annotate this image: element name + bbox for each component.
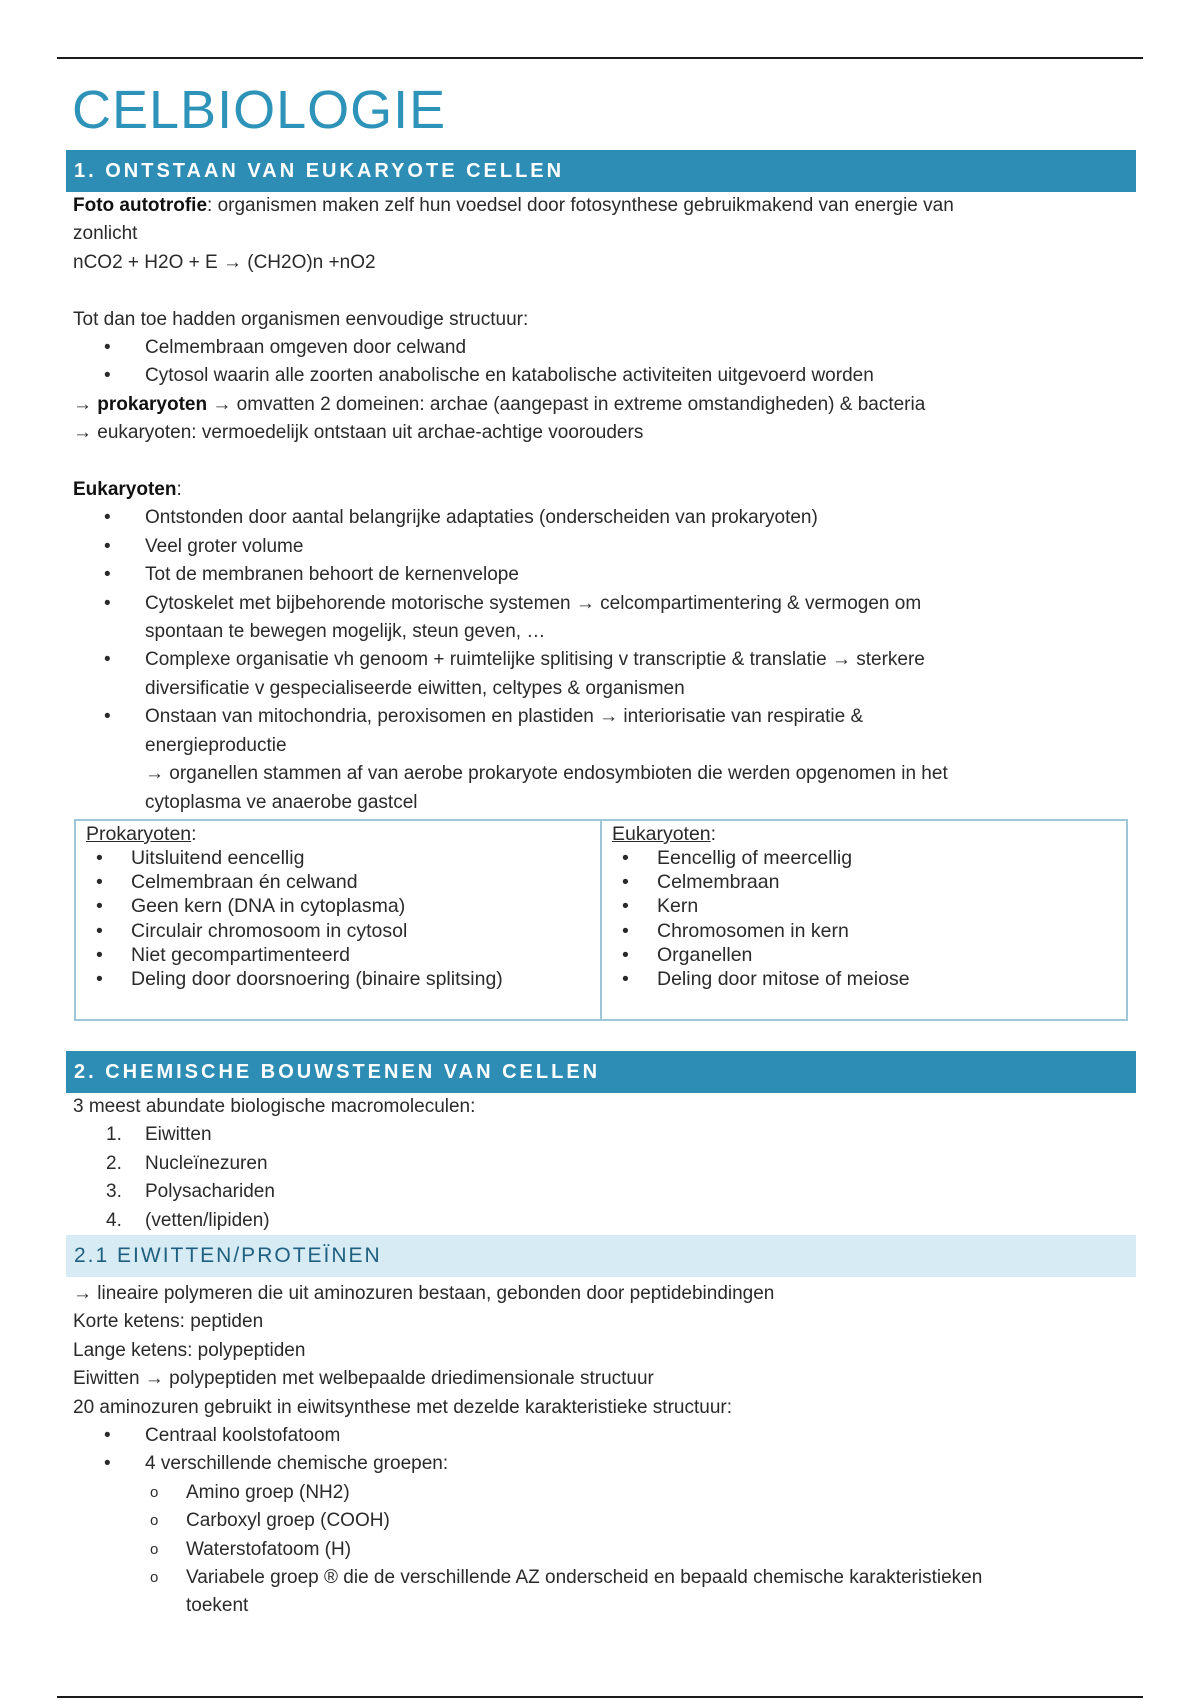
list-item: • Celmembraan omgeven door celwand (104, 337, 467, 359)
list-item-continuation: cytoplasma ve anaerobe gastcel (145, 791, 418, 813)
structure-intro: Tot dan toe hadden organismen eenvoudige structuur: (73, 308, 529, 330)
section-1-heading: 1. ONTSTAAN VAN EUKARYOTE CELLEN (66, 150, 1136, 192)
aminozuren-list (66, 1422, 1136, 1479)
table-row: • Geen kern (DNA in cytoplasma) (96, 895, 406, 918)
list-item: • Veel groter volume (104, 535, 304, 557)
list-item: • Centraal koolstofatoom (104, 1424, 341, 1446)
list-item: 2. Nucleïnezuren (106, 1152, 268, 1174)
prokaryoten-column: Prokaryoten: • Uitsluitend eencellig • Celmembraan én celwand • Geen kern (DNA in cytoplasma) • Circulair chromosoom in cytosol • Niet gecompartimenteerd • Deling door doorsnoering (binaire splitsing) (76, 821, 602, 1019)
section-2-1-heading: 2.1 EIWITTEN/PROTEÏNEN (66, 1235, 1136, 1277)
eukaryoten-line: → eukaryoten: vermoedelijk ontstaan uit archae-achtige voorouders (73, 422, 644, 444)
list-item: 1. Eiwitten (106, 1124, 212, 1146)
section-2-heading: 2. CHEMISCHE BOUWSTENEN VAN CELLEN (66, 1051, 1136, 1093)
table-row: • Kern (622, 895, 699, 918)
foto-autotrofie-term: Foto autotrofie (73, 195, 208, 216)
table-row: • Deling door doorsnoering (binaire splitsing) (96, 967, 503, 990)
list-item: o Waterstofatoom (H) (150, 1538, 352, 1560)
list-item-continuation: → organellen stammen af van aerobe prokaryote endosymbioten die werden opgenomen in het (145, 763, 948, 785)
text-line: Lange ketens: polypeptiden (73, 1339, 306, 1361)
macromolecules-list (66, 1121, 1136, 1235)
eukaryoten-heading: Eukaryoten: (73, 479, 182, 501)
table-row: • Uitsluitend eencellig (96, 846, 305, 869)
table-row: • Eencellig of meercellig (622, 846, 853, 869)
text-line: → lineaire polymeren die uit aminozuren bestaan, gebonden door peptidebindingen (73, 1282, 775, 1304)
document-page (66, 64, 1136, 1621)
eukaryoten-column: Eukaryoten: • Eencellig of meercellig • Celmembraan • Kern • Chromosomen in kern • Organellen • Deling door mitose of meiose (602, 821, 1126, 1019)
column-heading: Prokaryoten (86, 822, 192, 845)
prokaryoten-line: → prokaryoten → omvatten 2 domeinen: archae (aangepast in extreme omstandigheden) & bacteria (73, 393, 926, 415)
foto-autotrofie-definition: Foto autotrofie: organismen maken zelf hun voedsel door fotosynthese gebruikmakend van energie van (73, 195, 954, 216)
comparison-table (74, 819, 1128, 1021)
table-row: • Deling door mitose of meiose (622, 967, 910, 990)
list-item: o Amino groep (NH2) (150, 1481, 350, 1503)
list-item: • Cytosol waarin alle zoorten anabolische en katabolische activiteiten uitgevoerd worden (104, 365, 874, 387)
list-item: o Variabele groep ® die de verschillende AZ onderscheid en bepaald chemische karakteristieken (150, 1567, 983, 1588)
chemical-groups-list (66, 1479, 1136, 1593)
list-item: o Carboxyl groep (COOH) (150, 1510, 390, 1532)
list-item: • Ontstonden door aantal belangrijke adaptaties (onderscheiden van prokaryoten) (104, 507, 818, 529)
table-row: • Celmembraan (622, 871, 780, 894)
list-item-continuation: toekent (186, 1595, 249, 1617)
list-item: • 4 verschillende chemische groepen: (104, 1453, 449, 1475)
list-item: 3. Polysachariden (106, 1181, 275, 1203)
list-item-continuation: energieproductie (145, 734, 287, 756)
list-item: • Complexe organisatie vh genoom + ruimtelijke splitising v transcriptie & translatie → sterkere (104, 649, 925, 671)
bottom-rule (57, 1696, 1143, 1698)
document-title: CELBIOLOGIE (72, 80, 447, 140)
text-line: Eiwitten → polypeptiden met welbepaalde driedimensionale structuur (73, 1368, 654, 1390)
structure-list (66, 334, 1136, 391)
list-item: • Onstaan van mitochondria, peroxisomen en plastiden → interiorisatie van respiratie & (104, 706, 864, 728)
definition-continuation: zonlicht (73, 223, 138, 245)
photosynthesis-formula: nCO2 + H2O + E → (CH2O)n +nO2 (73, 251, 376, 273)
macromolecules-intro: 3 meest abundate biologische macromoleculen: (73, 1095, 476, 1117)
list-item: 4. (vetten/lipiden) (106, 1209, 270, 1231)
list-item: • Tot de membranen behoort de kernenvelope (104, 564, 519, 586)
table-row: • Organellen (622, 943, 753, 966)
eukaryoten-list (66, 504, 1136, 618)
text-line: Korte ketens: peptiden (73, 1311, 264, 1333)
list-item-continuation: diversificatie v gespecialiseerde eiwitten, celtypes & organismen (145, 677, 685, 699)
list-item-continuation: spontaan te bewegen mogelijk, steun geven, … (145, 621, 546, 643)
table-row: • Chromosomen in kern (622, 919, 849, 942)
table-row: • Circulair chromosoom in cytosol (96, 919, 408, 942)
list-item: • Cytoskelet met bijbehorende motorische systemen → celcompartimentering & vermogen om (104, 592, 922, 614)
column-heading: Eukaryoten (612, 822, 711, 845)
text-line: 20 aminozuren gebruikt in eiwitsynthese met dezelde karakteristieke structuur: (73, 1396, 732, 1418)
top-rule (57, 57, 1143, 59)
table-row: • Niet gecompartimenteerd (96, 943, 350, 966)
table-row: • Celmembraan én celwand (96, 871, 358, 894)
